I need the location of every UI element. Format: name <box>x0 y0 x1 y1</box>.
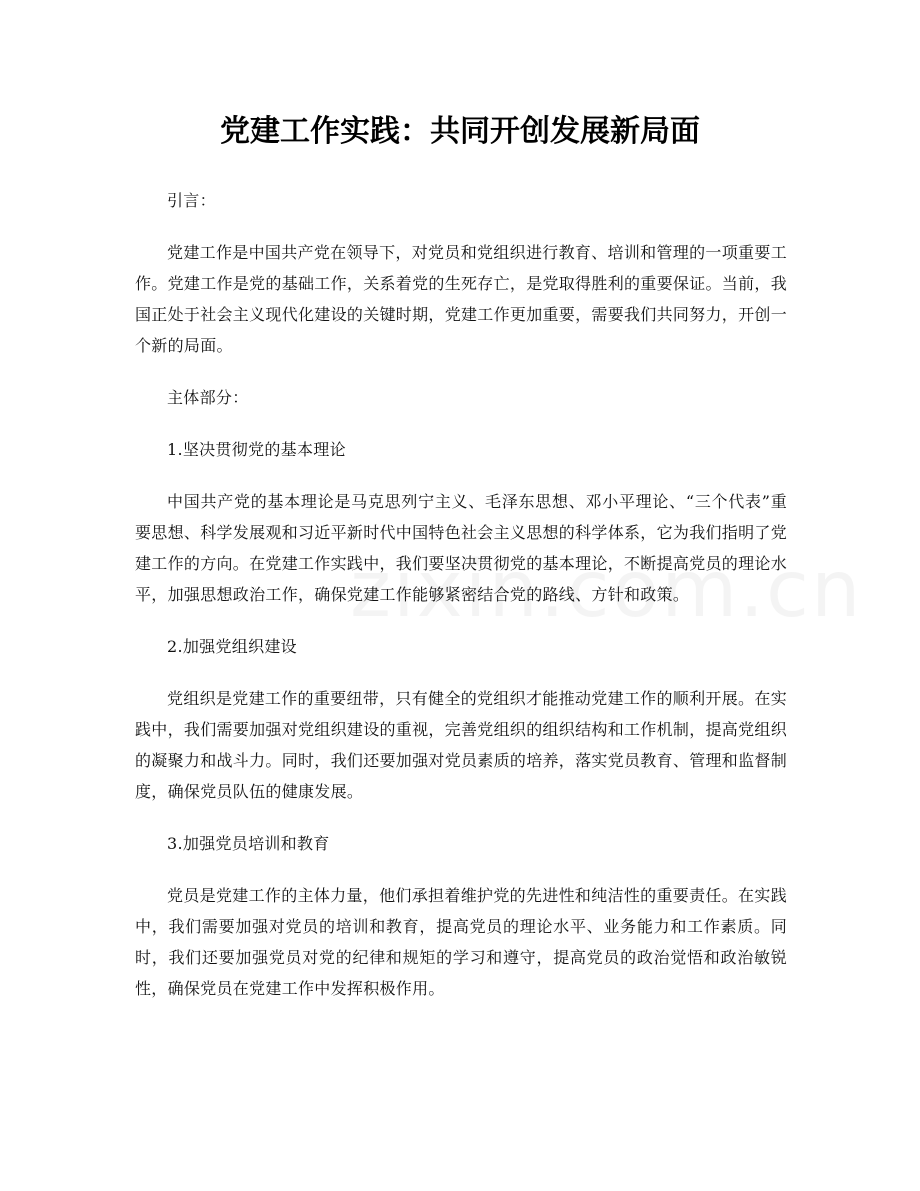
intro-paragraph: 党建工作是中国共产党在领导下，对党员和党组织进行教育、培训和管理的一项重要工作。党建工作是党的基础工作，关系着党的生死存亡，是党取得胜利的重要保证。当前，我国正处于社会主义现代化建设的关键时期，党建工作更加重要，需要我们共同努力，开创一个新的局面。 <box>135 243 788 355</box>
section-1-paragraph: 中国共产党的基本理论是马克思列宁主义、毛泽东思想、邓小平理论、“三个代表”重要思想、科学发展观和习近平新时代中国特色社会主义思想的科学体系，它为我们指明了党建工作的方向。在党建工作实践中，我们要坚决贯彻党的基本理论，不断提高党员的理论水平，加强思想政治工作，确保党建工作能够紧密结合党的路线、方针和政策。 <box>135 492 788 604</box>
section-3-heading: 3.加强党员培训和教育 <box>167 834 330 853</box>
intro-heading: 引言： <box>167 191 216 210</box>
document-body <box>135 185 787 1004</box>
section-2-heading: 2.加强党组织建设 <box>167 637 297 656</box>
section-2-paragraph: 党组织是党建工作的重要纽带，只有健全的党组织才能推动党建工作的顺利开展。在实践中，我们需要加强对党组织建设的重视，完善党组织的组织结构和工作机制，提高党组织的凝聚力和战斗力。同时，我们还要加强对党员素质的培养，落实党员教育、管理和监督制度，确保党员队伍的健康发展。 <box>135 689 788 801</box>
page-title: 党建工作实践：共同开创发展新局面 <box>220 114 700 149</box>
section-1-heading: 1.坚决贯彻党的基本理论 <box>167 440 346 459</box>
main-heading: 主体部分： <box>167 388 249 407</box>
section-3-paragraph: 党员是党建工作的主体力量，他们承担着维护党的先进性和纯洁性的重要责任。在实践中，我们需要加强对党员的培训和教育，提高党员的理论水平、业务能力和工作素质。同时，我们还要加强党员对党的纪律和规矩的学习和遵守，提高党员的政治觉悟和政治敏锐性，确保党员在党建工作中发挥积极作用。 <box>135 886 787 998</box>
